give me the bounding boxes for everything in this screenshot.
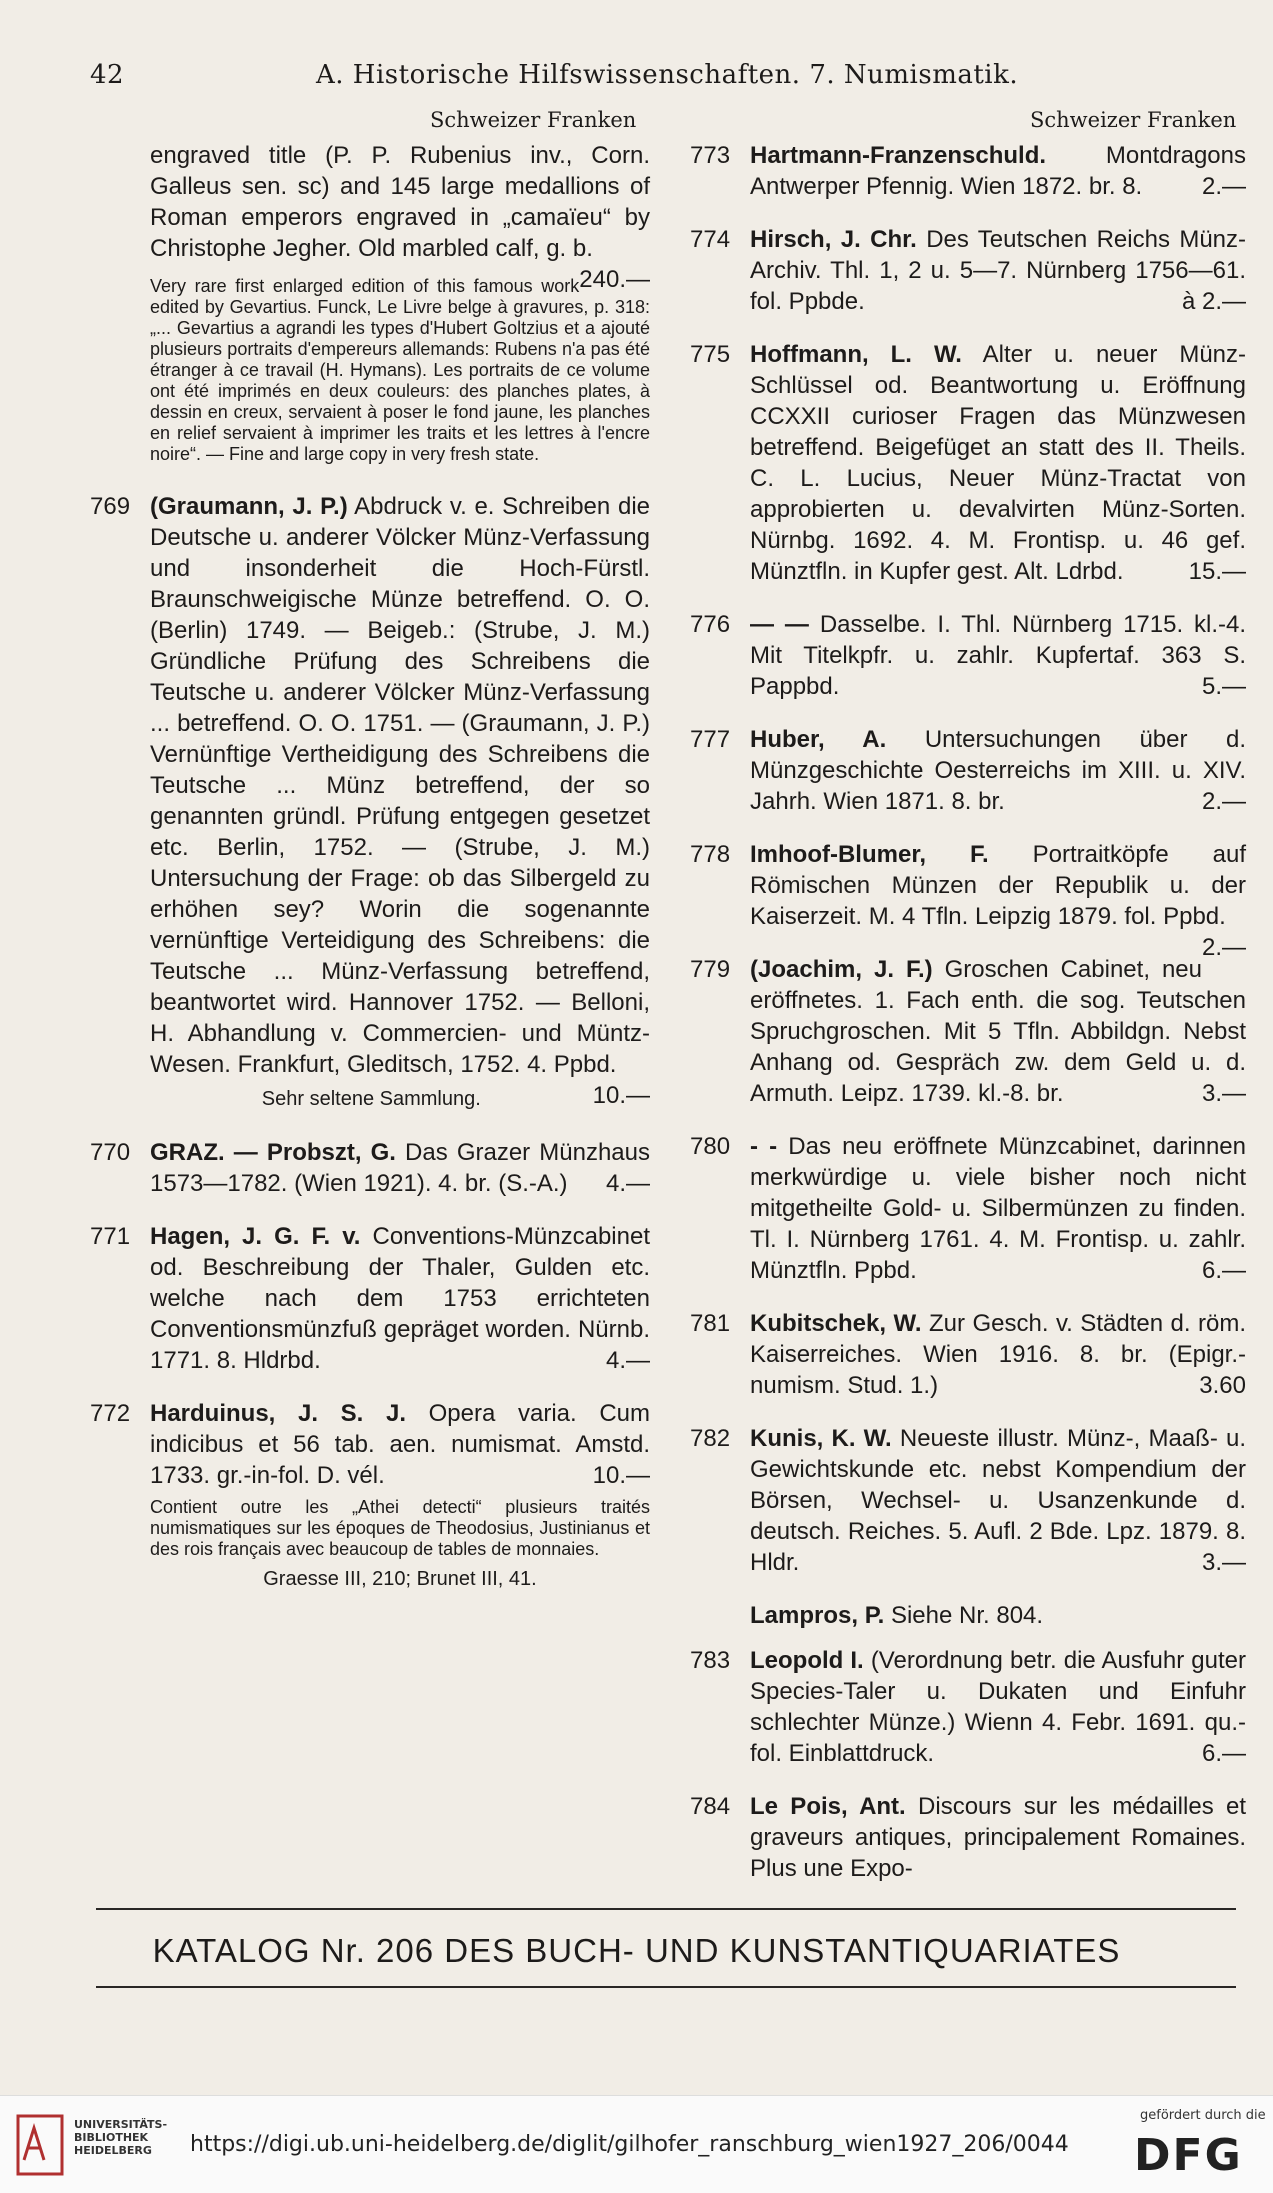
entry-text: Siehe Nr. 804.	[890, 1602, 1044, 1629]
entry-text: Dasselbe. I. Thl. Nürnberg 1715. kl.-4. Mit Titelkpfr. u. zahlr. Kupfertaf. 363 S. Pappbd.	[750, 611, 1247, 700]
entry-author: (Joachim, J. F.)	[750, 956, 933, 983]
entry-author: Huber, A.	[750, 726, 887, 753]
footer-rule-top	[96, 1908, 1236, 1910]
entry-author: Hoffmann, L. W.	[750, 341, 962, 368]
entry-number: 774	[690, 226, 731, 253]
entry-author: Leopold I.	[750, 1647, 864, 1674]
left-column	[90, 140, 650, 1617]
entry-price: 3.—	[1201, 1080, 1246, 1107]
left-column-currency-head: Schweizer Franken	[430, 108, 637, 132]
sponsor-label: gefördert durch die	[1140, 2108, 1266, 2123]
entry-number: 779	[690, 956, 731, 983]
entry-author: Harduinus, J. S. J.	[150, 1400, 406, 1427]
entry-note: Contient outre les „Athei detecti“ plusieurs traités numismatiques sur les époques de Theodosius, Justinianus et des rois français avec beaucoup de tables de monnaies.	[150, 1497, 650, 1559]
entry-author: - -	[750, 1133, 778, 1160]
entry-text: Zur Gesch. v. Städten d. röm. Kaiserreiches. Wien 1916. 8. br. (Epigr.-numism. Stud. 1.)	[750, 1310, 1246, 1399]
entry-number: 775	[690, 341, 731, 368]
entry-text: Groschen Cabinet, neu eröffnetes. 1. Fach enth. die sog. Teutschen Spruchgroschen. Mit 5 Tfln. Abbildgn. Nebst Anhang od. Gespräch zw. dem Geld u. d. Armuth. Leipz. 1739. kl.-8. br.	[750, 956, 1246, 1107]
entry-number: 773	[690, 142, 731, 169]
entry-author: Lampros, P.	[750, 1602, 885, 1629]
footer-rule-bottom	[96, 1986, 1236, 1988]
entry-number: 776	[690, 611, 731, 638]
entry-price: 2.—	[1201, 934, 1246, 961]
entry-number: 769	[90, 493, 131, 520]
entry-number: 782	[690, 1425, 731, 1452]
catalog-entry	[690, 224, 1246, 317]
entry-author: — —	[750, 611, 809, 638]
entry-number: 772	[90, 1400, 131, 1427]
entry-price: 240.—	[579, 266, 650, 293]
catalog-entry	[690, 839, 1246, 961]
continued-entry	[90, 140, 650, 465]
catalog-entry	[690, 954, 1246, 1109]
entry-author: Kunis, K. W.	[750, 1425, 892, 1452]
entry-reference: Graesse III, 210; Brunet III, 41.	[263, 1568, 537, 1590]
entry-author: GRAZ. — Probszt, G.	[150, 1139, 396, 1166]
catalog-entry	[90, 491, 650, 1115]
entry-number: 778	[690, 841, 731, 868]
entry-text: Das Grazer Münzhaus 1573—1782. (Wien 1921). 4. br. (S.-A.)	[150, 1139, 650, 1197]
catalog-entry	[690, 1131, 1246, 1286]
entry-price: 4.—	[605, 1347, 650, 1374]
entry-text: Alter u. neuer Münz-Schlüssel od. Beantwortung u. Eröffnung CCXXII curioser Fragen das Münzwesen betreffend. Beigefüget an statt des II. Theils. C. L. Lucius, Neuer Münz-Tractat von approbierten u. devalvirten Münz-Sorten. Nürnbg. 1692. 4. M. Frontisp. u. 46 gef. Münztfln. in Kupfer gest. Alt. Ldrbd.	[750, 341, 1247, 585]
entry-text: Portraitköpfe auf Römischen Münzen der Republik u. der Kaiserzeit. M. 4 Tfln. Leipzig 1879. fol. Ppbd.	[750, 841, 1246, 930]
catalog-entry	[690, 339, 1246, 587]
entry-text: Das neu eröffnete Münzcabinet, darinnen merkwürdige u. viele bisher noch nicht mitgetheilte Gold- u. Silbermünzen zu finden. Tl. I. Nürnberg 1761. 4. M. Frontisp. u. zahlr. Münztfln. Ppbd.	[750, 1133, 1246, 1284]
right-column-currency-head: Schweizer Franken	[1030, 108, 1237, 132]
entry-author: Hagen, J. G. F. v.	[150, 1223, 361, 1250]
entry-price: 2.—	[1201, 173, 1246, 200]
page-header-title: A. Historische Hilfswissenschaften. 7. Numismatik.	[316, 60, 1019, 90]
university-library-label: UNIVERSITÄTS- BIBLIOTHEK HEIDELBERG	[74, 2118, 168, 2157]
entry-number: 777	[690, 726, 731, 753]
catalog-entry	[690, 1308, 1246, 1401]
entry-price: 4.—	[605, 1170, 650, 1197]
catalog-entry	[690, 609, 1246, 702]
entry-number: 771	[90, 1223, 131, 1250]
entry-text: Untersuchungen über d. Münzgeschichte Oesterreichs im XIII. u. XIV. Jahrh. Wien 1871. 8. br.	[750, 726, 1246, 815]
entry-text: (Verordnung betr. die Ausfuhr guter Species-Taler u. Dukaten und Einfuhr schlechter Münze.) Wienn 4. Febr. 1691. qu.-fol. Einblattdruck.	[750, 1647, 1246, 1767]
entry-text: Montdragons Antwerper Pfennig. Wien 1872. br. 8.	[750, 142, 1246, 200]
catalog-entry	[690, 1645, 1246, 1769]
catalog-entry	[690, 1423, 1246, 1578]
catalog-entry	[690, 140, 1246, 202]
digitization-bar	[0, 2095, 1273, 2193]
entry-price: 3.60	[1199, 1372, 1246, 1399]
entry-text: Des Teutschen Reichs Münz-Archiv. Thl. 1, 2 u. 5—7. Nürnberg 1756—61. fol. Ppbde.	[750, 226, 1247, 315]
catalog-footer: KATALOG Nr. 206 DES BUCH- UND KUNSTANTIQUARIATES	[152, 1932, 1121, 1969]
entry-price: 3.—	[1201, 1549, 1246, 1576]
entry-price: 10.—	[592, 1462, 650, 1489]
entry-price: 6.—	[1201, 1740, 1246, 1767]
catalog-entry	[90, 1398, 650, 1595]
catalog-entry	[90, 1221, 650, 1376]
entry-number: 770	[90, 1139, 131, 1166]
entry-number: 780	[690, 1133, 731, 1160]
entry-note: Very rare first enlarged edition of this famous work edited by Gevartius. Funck, Le Livre belge à gravures, p. 318: „... Gevartius a agrandi les types d'Hubert Goltzius et a ajouté plusieurs portraits d'empereurs allemands: Rubens n'a pas été étranger à ce travail (H. Hymans). Les portraits de ce volume ont été imprimés en deux couleurs: des planches plates, à dessin en creux, servaient à poser le fond jaune, les planches en relief servaient à imprimer les traits et les lettres à l'encre noire“. — Fine and large copy in very fresh state.	[150, 276, 650, 464]
right-column	[690, 140, 1246, 1906]
entry-author: Hartmann-Franzenschuld.	[750, 142, 1047, 169]
entry-price: à 2.—	[1181, 288, 1246, 315]
entry-price: 5.—	[1201, 673, 1246, 700]
entry-number: 784	[690, 1793, 731, 1820]
continued-entry-text: engraved title (P. P. Rubenius inv., Corn. Galleus sen. sc) and 145 large medallions of Roman emperors engraved in „camaïeu“ by Christophe Jegher. Old marbled calf, g. b.	[150, 142, 650, 262]
entry-author: Le Pois, Ant.	[750, 1793, 906, 1820]
university-seal-icon	[14, 2110, 82, 2178]
entry-price: 15.—	[1188, 558, 1246, 585]
entry-author: (Graumann, J. P.)	[150, 493, 348, 520]
dfg-logo: DFG	[1134, 2130, 1243, 2181]
entry-text: Opera varia. Cum indicibus et 56 tab. aen. numismat. Amstd. 1733. gr.-in-fol. D. vél.	[150, 1400, 650, 1489]
entry-note: Sehr seltene Sammlung.	[261, 1088, 481, 1110]
entry-number: 781	[690, 1310, 731, 1337]
entry-price: 6.—	[1201, 1257, 1246, 1284]
entry-author: Kubitschek, W.	[750, 1310, 922, 1337]
entry-number: 783	[690, 1647, 731, 1674]
entry-price: 2.—	[1201, 788, 1246, 815]
entry-text: Abdruck v. e. Schreiben die Deutsche u. anderer Völcker Münz-Verfassung und insonderheit die Hoch-Fürstl. Braunschweigische Münze betreffend. O. O. (Berlin) 1749. — Beigeb.: (Strube, J. M.) Gründliche Prüfung des Schreibens die Teutsche u. anderer Völcker Münz-Verfassung ... betreffend. O. O. 1751. — (Graumann, J. P.) Vernünftige Vertheidigung des Schreibens die Teutsche ... Münz betreffend, der so genannten gründl. Prüfung entgegen gesetzet etc. Berlin, 1752. — (Strube, J. M.) Untersuchung der Frage: ob das Silbergeld zu erhöhen sey? Worin die sogenannte vernünftige Verteidigung des Schreibens: die Teutsche ... Münz-Verfassung betreffend, beantwortet wird. Hannover 1752. — Belloni, H. Abhandlung v. Commercien- und Müntz-Wesen. Frankfurt, Gleditsch, 1752. 4. Ppbd.	[150, 493, 650, 1078]
entry-text: Neueste illustr. Münz-, Maaß- u. Gewichtskunde etc. nebst Kompendium der Börsen, Wechsel- u. Usanzenkunde d. deutsch. Reiches. 5. Aufl. 2 Bde. Lpz. 1879. 8. Hldr.	[750, 1425, 1247, 1576]
entry-text: Discours sur les médailles et graveurs antiques, principalement Romaines. Plus une Expo-	[750, 1793, 1247, 1882]
entry-text: Conventions-Münzcabinet od. Beschreibung der Thaler, Gulden etc. welche nach dem 1753 errichteten Conventionsmünzfuß gepräget worden. Nürnb. 1771. 8. Hldrbd.	[150, 1223, 650, 1374]
permalink-url[interactable]: https://digi.ub.uni-heidelberg.de/diglit/gilhofer_ranschburg_wien1927_206/0044	[190, 2132, 1069, 2157]
entry-author: Imhoof-Blumer, F.	[750, 841, 989, 868]
entry-price: 10.—	[592, 1082, 650, 1109]
catalog-entry	[690, 1791, 1246, 1884]
entry-author: Hirsch, J. Chr.	[750, 226, 917, 253]
catalog-entry	[90, 1137, 650, 1199]
catalog-entry	[690, 724, 1246, 817]
page-number: 42	[90, 60, 125, 90]
cross-reference-entry	[690, 1600, 1246, 1631]
